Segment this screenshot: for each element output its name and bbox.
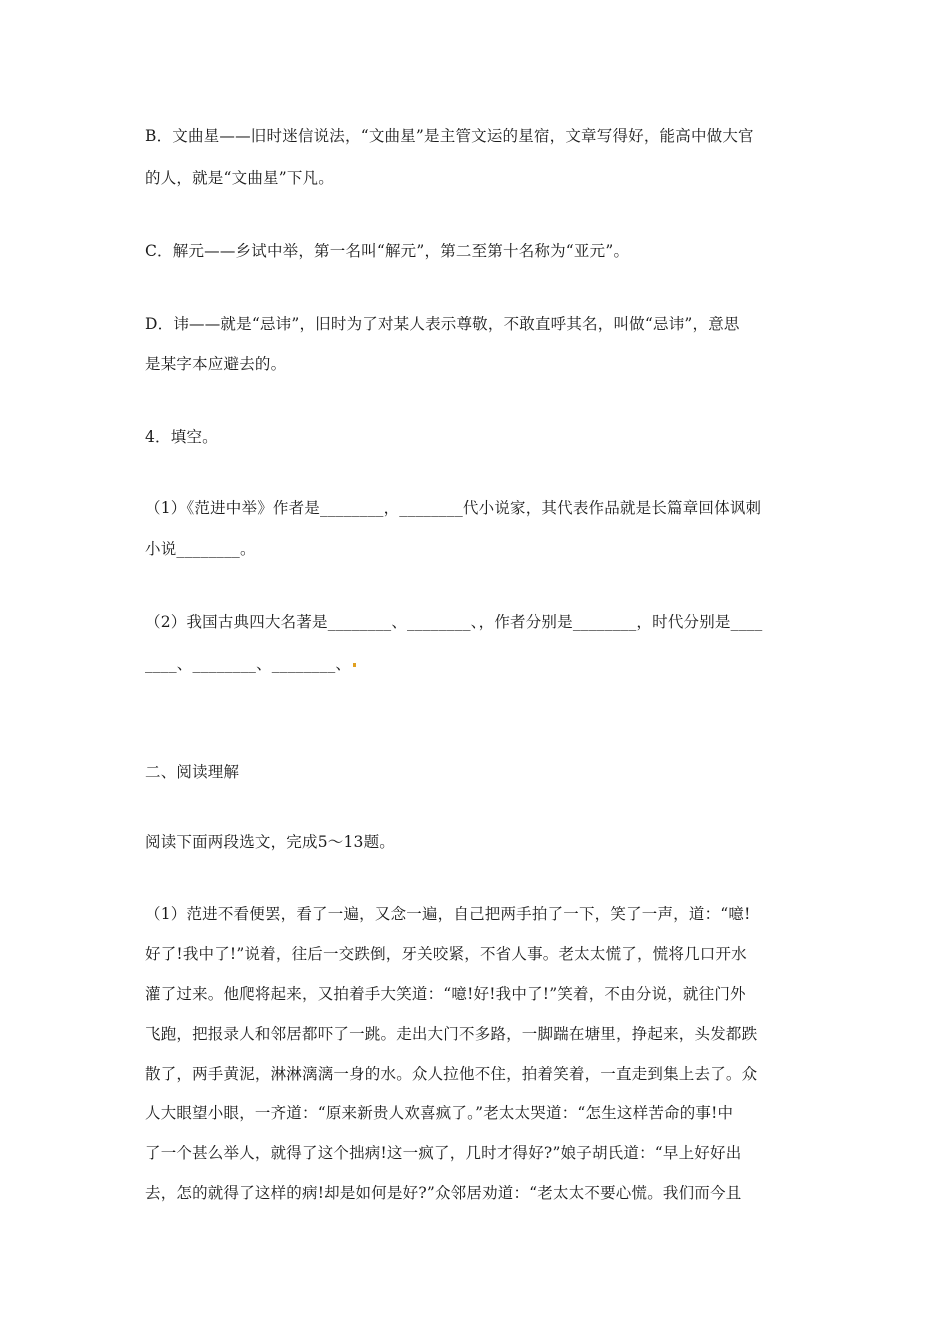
option-d-line-2: 是某字本应避去的。: [145, 355, 287, 373]
option-b-line-2: 的人，就是“文曲星”下凡。: [145, 169, 334, 187]
question-4-title: 4．填空。: [145, 428, 218, 446]
passage-line: 好了!我中了!”说着，往后一交跌倒，牙关咬紧，不省人事。老太太慌了，慌将几口开水: [145, 945, 747, 963]
option-c: C．解元——乡试中举，第一名叫“解元”，第二至第十名称为“亚元”。: [145, 242, 630, 260]
highlight-mark: [353, 663, 356, 667]
passage-line: 飞跑，把报录人和邻居都吓了一跳。走出大门不多路，一脚踹在塘里，挣起来，头发都跌: [145, 1025, 758, 1043]
fill-blank-item-1-line-1: （1）《范进中举》作者是________，________代小说家，其代表作品就是长篇章回体讽刺: [145, 499, 762, 517]
option-b-line-1: B．文曲星——旧时迷信说法，“文曲星”是主管文运的星宿，文章写得好，能高中做大官: [145, 127, 754, 145]
passage-line: 散了，两手黄泥，淋淋漓漓一身的水。众人拉他不住，拍着笑着，一直走到集上去了。众: [145, 1065, 758, 1083]
passage-line: 了一个甚么举人，就得了这个拙病!这一疯了，几时才得好?”娘子胡氏道：“早上好好出: [145, 1144, 742, 1162]
fill-blank-item-2-line-2: ____、________、________、: [145, 655, 352, 673]
option-d-line-1: D．讳——就是“忌讳”，旧时为了对某人表示尊敬，不敢直呼其名，叫做“忌讳”，意思: [145, 315, 740, 333]
passage-line: 去，怎的就得了这样的病!却是如何是好?”众邻居劝道：“老太太不要心慌。我们而今且: [145, 1184, 742, 1202]
passage-line: 灌了过来。他爬将起来，又拍着手大笑道：“噫!好!我中了!”笑着，不由分说，就往门外: [145, 985, 746, 1003]
fill-blank-item-2-line-1: （2）我国古典四大名著是________、________、，作者分别是________，时代分别是____: [145, 613, 763, 631]
fill-blank-item-2-line-2-wrap: [145, 654, 825, 674]
passage-line: （1）范进不看便罢，看了一遍，又念一遍，自己把两手拍了一下，笑了一声，道：“噫!: [145, 905, 751, 923]
fill-blank-item-1-line-2: 小说________。: [145, 540, 256, 558]
reading-instruction: 阅读下面两段选文，完成5～13题。: [145, 833, 395, 851]
section-heading: 二、阅读理解: [145, 763, 240, 781]
passage-line: 人大眼望小眼，一齐道：“原来新贵人欢喜疯了。”老太太哭道：“怎生这样苦命的事!中: [145, 1104, 734, 1122]
